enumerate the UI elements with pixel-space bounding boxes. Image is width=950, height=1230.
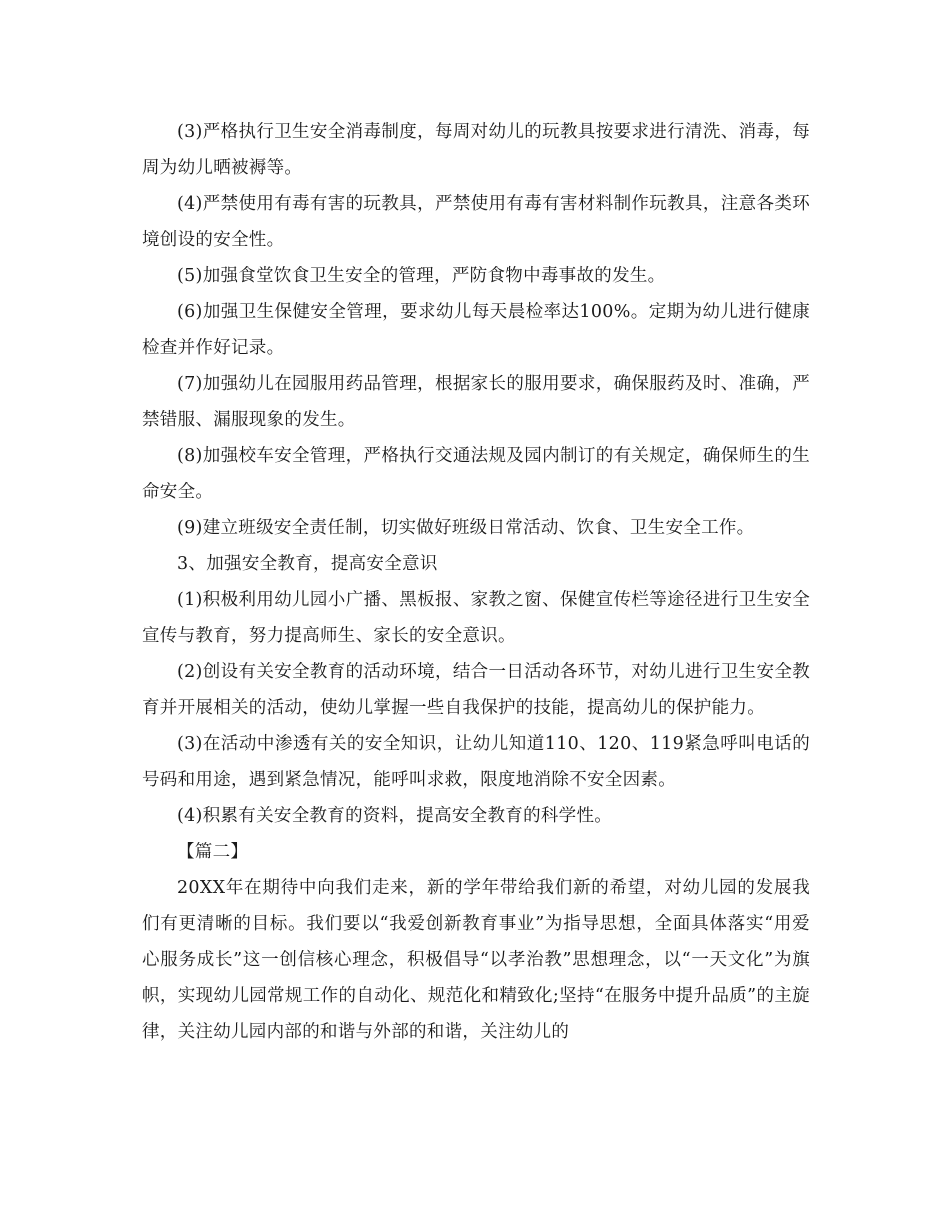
section-heading-part-two: 【篇二】	[177, 842, 249, 862]
paragraph-safety-materials: (4)积累有关安全教育的资料，提高安全教育的科学性。	[177, 806, 613, 826]
paragraph-year-plan-intro: 20XX年在期待中向我们走来，新的学年带给我们新的希望，对幼儿园的发展我们有更清晰的目标。我们要以“我爱创新教育事业”为指导思想，全面具体落实“用爱心服务成长”这一创信核心理念，积极倡导“以孝治教”思想理念，以“一天文化”为旗帜，实现幼儿园常规工作的自动化、规范化和精致化;坚持“在服务中提升品质”的主旋律，关注幼儿园内部的和谐与外部的和谐，关注幼儿的	[142, 878, 810, 1042]
section-heading-safety-education: 3、加强安全教育，提高安全意识	[177, 554, 438, 574]
paragraph-toy-safety: (4)严禁使用有毒有害的玩教具，严禁使用有毒有害材料制作玩教具，注意各类环境创设的安全性。	[142, 194, 810, 250]
paragraph-activity-environment: (2)创设有关安全教育的活动环境，结合一日活动各环节，对幼儿进行卫生安全教育并开展相关的活动，使幼儿掌握一些自我保护的技能，提高幼儿的保护能力。	[142, 662, 810, 718]
paragraph-canteen-safety: (5)加强食堂饮食卫生安全的管理，严防食物中毒事故的发生。	[177, 266, 666, 286]
paragraph-health-check: (6)加强卫生保健安全管理，要求幼儿每天晨检率达100%。定期为幼儿进行健康检查并作好记录。	[142, 302, 810, 358]
paragraph-hygiene-disinfection: (3)严格执行卫生安全消毒制度，每周对幼儿的玩教具按要求进行清洗、消毒，每周为幼儿晒被褥等。	[142, 122, 810, 178]
paragraph-school-bus-safety: (8)加强校车安全管理，严格执行交通法规及园内制订的有关规定，确保师生的生命安全。	[142, 446, 810, 502]
paragraph-class-responsibility: (9)建立班级安全责任制，切实做好班级日常活动、饮食、卫生安全工作。	[177, 518, 755, 538]
paragraph-safety-publicity: (1)积极利用幼儿园小广播、黑板报、家教之窗、保健宣传栏等途径进行卫生安全宣传与教育，努力提高师生、家长的安全意识。	[142, 590, 810, 646]
paragraph-medicine-management: (7)加强幼儿在园服用药品管理，根据家长的服用要求，确保服药及时、准确，严禁错服、漏服现象的发生。	[142, 374, 810, 430]
document-body	[142, 114, 810, 1050]
paragraph-emergency-knowledge: (3)在活动中渗透有关的安全知识，让幼儿知道110、120、119紧急呼叫电话的号码和用途，遇到紧急情况，能呼叫求救，限度地消除不安全因素。	[142, 734, 810, 790]
